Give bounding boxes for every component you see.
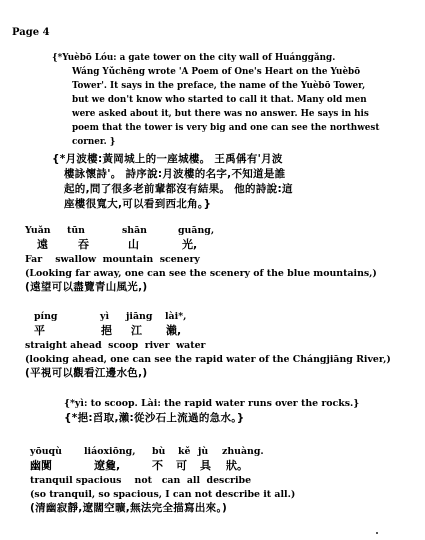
page-header: Page 4 bbox=[12, 27, 50, 38]
note2-english: {*yì: to scoop. Lài: the rapid water runs over the rocks.} bbox=[64, 398, 360, 409]
hanzi-char: 可 bbox=[176, 459, 187, 472]
pinyin-word: Yuǎn bbox=[25, 225, 51, 236]
note1-zh-line-4: 座樓很寬大,可以看到西北角。} bbox=[64, 198, 212, 210]
pinyin-word: guāng, bbox=[178, 225, 215, 236]
pinyin-word: lài*, bbox=[165, 311, 187, 322]
note1-zh-line-1: {*月波樓:黃岡城上的一座城樓。 王禹偁有'月波 bbox=[52, 153, 283, 165]
pinyin-word: jiāng bbox=[126, 311, 153, 322]
hanzi-char: 光, bbox=[182, 238, 198, 251]
pinyin-word: jù bbox=[198, 446, 209, 457]
hanzi-char: 狀。 bbox=[226, 459, 248, 472]
zh-translation-line: (平視可以觀看江邊水色,) bbox=[25, 367, 148, 379]
hanzi-char: 江 bbox=[131, 324, 142, 337]
hanzi-char: 山 bbox=[128, 238, 139, 251]
pinyin-word: liáoxiōng, bbox=[84, 446, 136, 457]
pinyin-word: yōuqù bbox=[30, 446, 62, 457]
note1-line-2: Wáng Yǔchēng wrote 'A Poem of One's Heart on the Yuèbō bbox=[72, 67, 361, 77]
hanzi-char: 平 bbox=[34, 324, 45, 337]
pinyin-word: bù bbox=[152, 446, 166, 457]
pinyin-word: zhuàng. bbox=[222, 446, 264, 457]
zh-translation-line: (清幽寂靜,遼闊空曠,無法完全描寫出來。) bbox=[30, 502, 228, 514]
pinyin-word: yì bbox=[100, 311, 110, 322]
zh-translation-line: (遠望可以盡覽青山風光,) bbox=[25, 281, 148, 293]
note1-line-5: were asked about it, but there was no answer. He says in his bbox=[72, 109, 369, 119]
note2-chinese: {*挹:舀取,瀨:從沙石上流過的急水。} bbox=[64, 412, 245, 424]
gloss-line: Far swallow mountain scenery bbox=[25, 254, 200, 265]
note1-zh-line-2: 樓詠懷詩'。 詩序說:月波樓的名字,不知道是誰 bbox=[64, 168, 286, 180]
note1-line-1: {*Yuèbō Lóu: a gate tower on the city wall of Huánggǎng. bbox=[52, 53, 336, 63]
hanzi-char: 具 bbox=[200, 459, 211, 472]
gloss-line: tranquil spacious not can all describe bbox=[30, 475, 252, 486]
pinyin-word: píng bbox=[34, 311, 58, 322]
translation-line: (Looking far away, one can see the scenery of the blue mountains,) bbox=[25, 268, 377, 279]
note1-line-3: Tower'. It says in the preface, the name of the Yuèbō Tower, bbox=[72, 81, 366, 91]
hanzi-char: 遠 bbox=[37, 238, 48, 251]
hanzi-char: 幽闃 bbox=[30, 459, 52, 472]
note1-zh-line-3: 起的,問了很多老前輩都沒有結果。 他的詩說:這 bbox=[64, 183, 293, 195]
hanzi-char: 不 bbox=[152, 459, 163, 472]
note1-line-7: corner. } bbox=[72, 137, 116, 147]
pinyin-word: kě bbox=[178, 446, 191, 457]
gloss-line: straight ahead scoop river water bbox=[25, 340, 206, 351]
hanzi-char: 吞 bbox=[78, 238, 89, 251]
note1-line-4: but we don't know who started to call it that. Many old men bbox=[72, 95, 367, 105]
translation-line: (looking ahead, one can see the rapid water of the Chángjiāng River,) bbox=[25, 354, 391, 365]
hanzi-char: 瀨, bbox=[166, 324, 182, 337]
translation-line: (so tranquil, so spacious, I can not describe it all.) bbox=[30, 489, 296, 500]
pinyin-word: tūn bbox=[67, 225, 85, 236]
scan-speck bbox=[376, 532, 378, 534]
hanzi-char: 挹 bbox=[101, 324, 112, 337]
note1-line-6: poem that the tower is very big and one can see the northwest bbox=[72, 123, 380, 133]
pinyin-word: shān bbox=[122, 225, 147, 236]
hanzi-char: 遼敻, bbox=[94, 459, 121, 472]
